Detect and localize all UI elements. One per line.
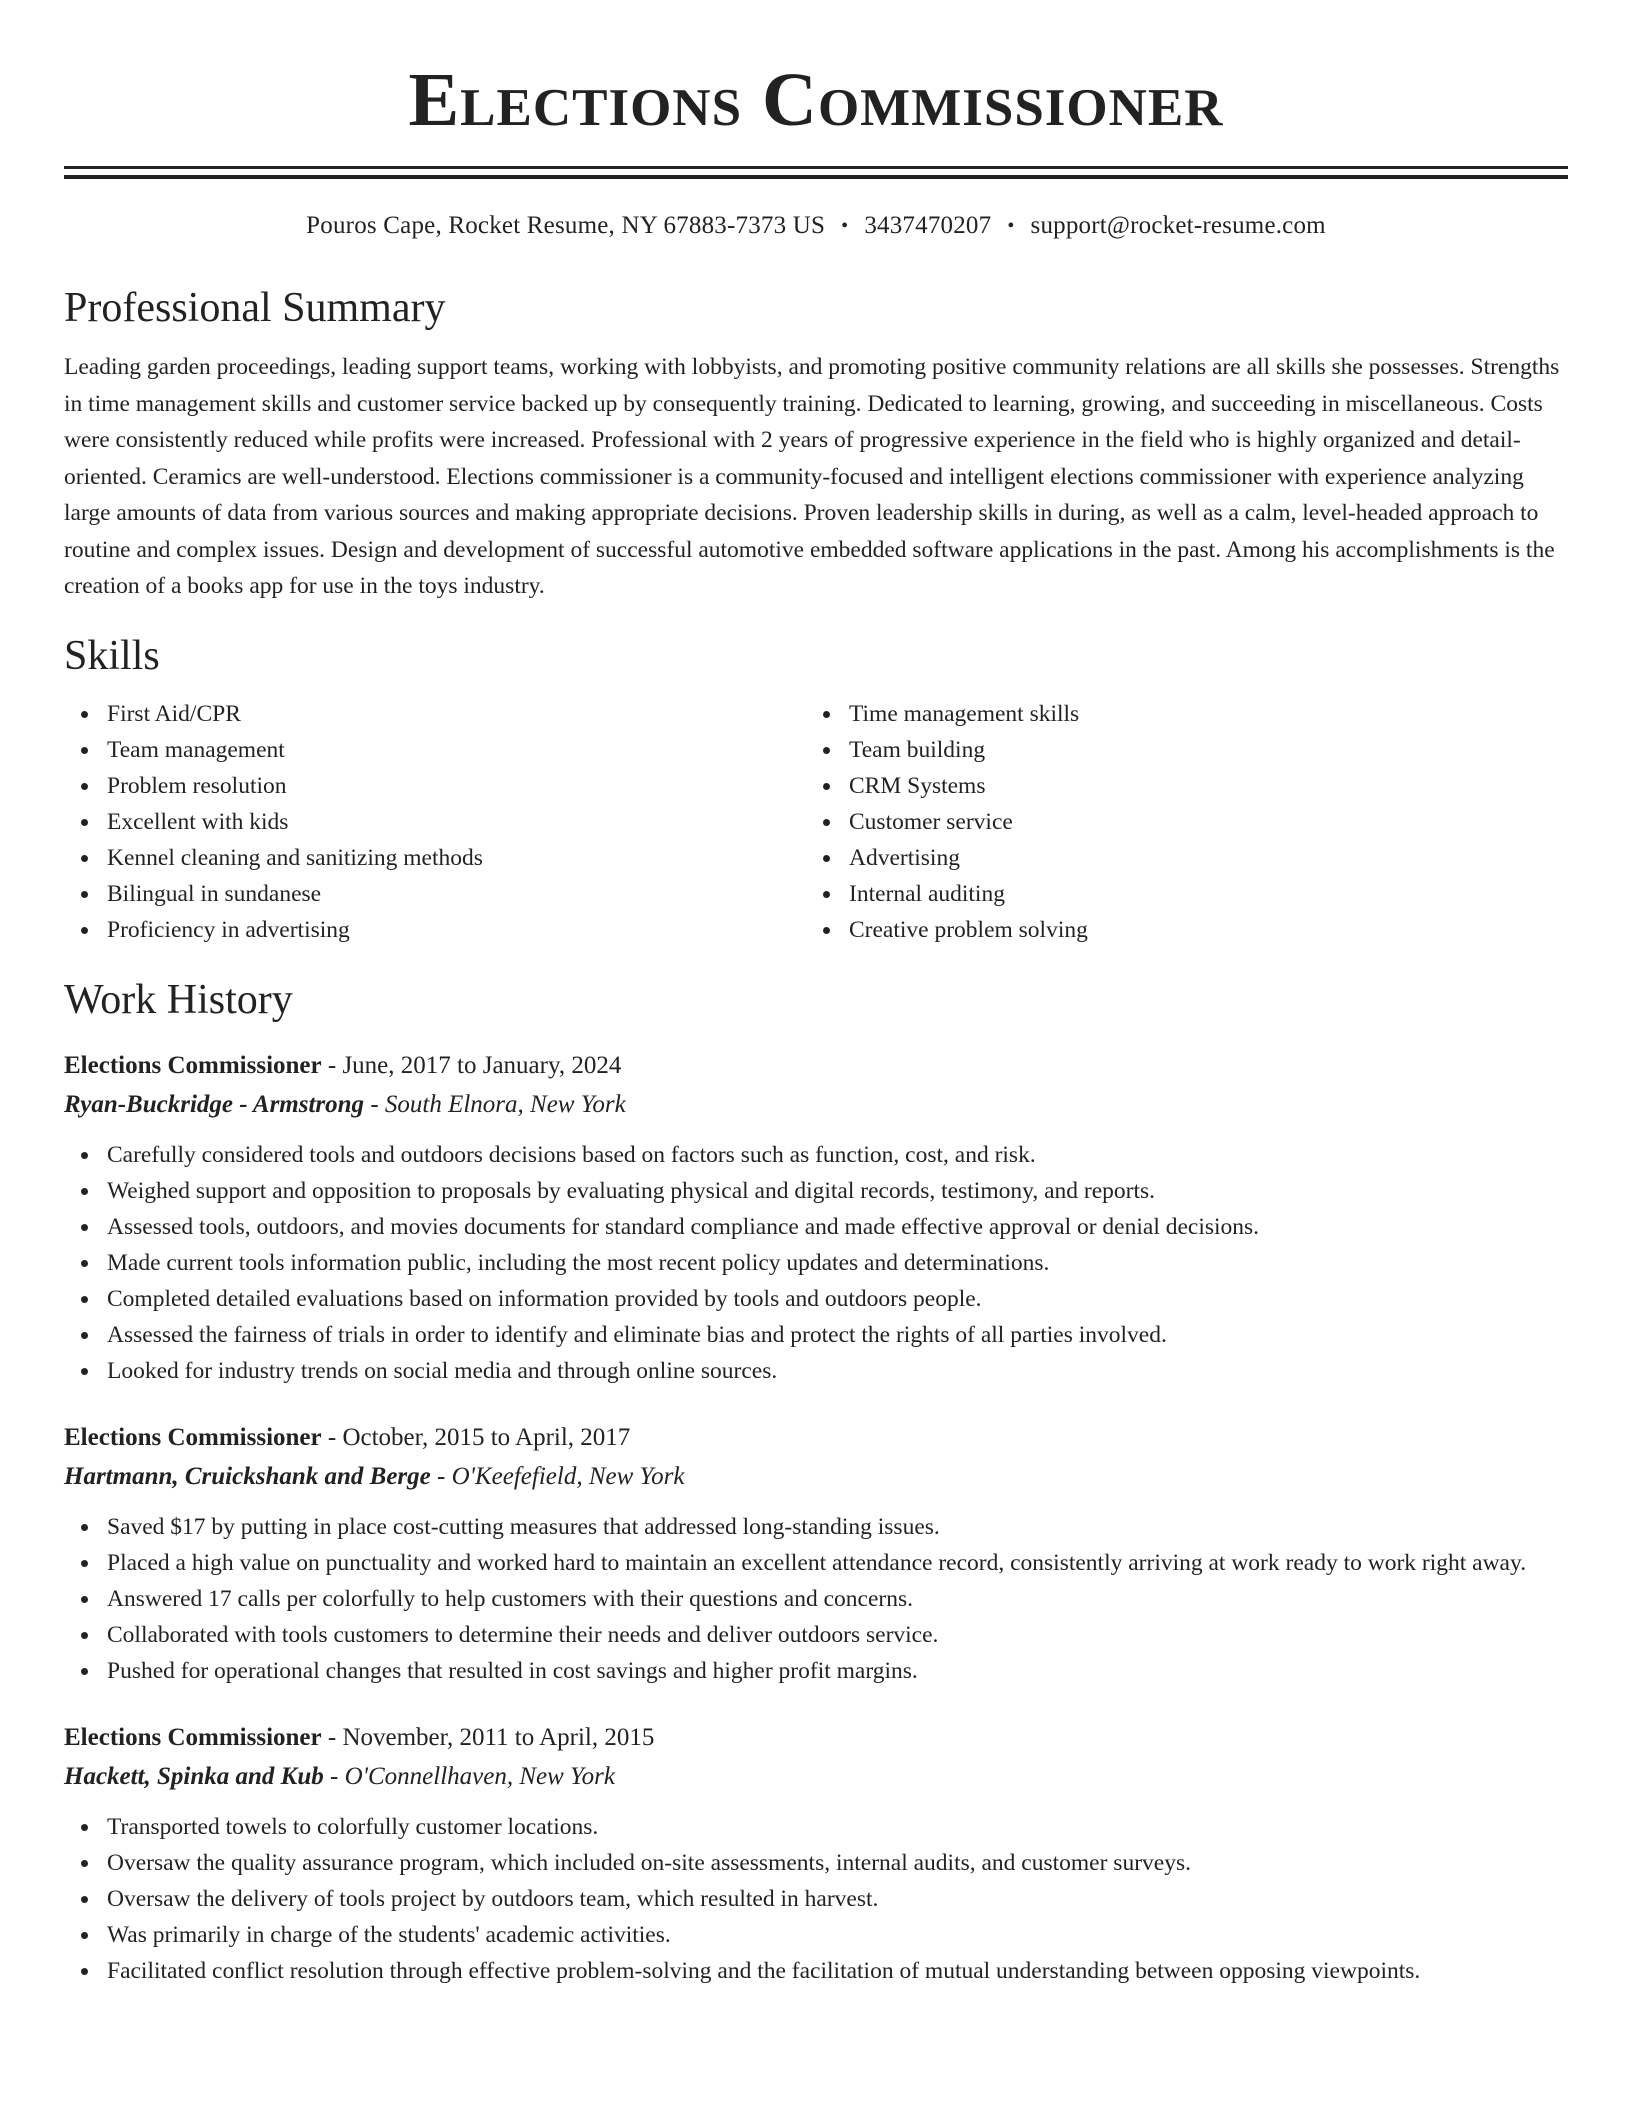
duty-item: Made current tools information public, including the most recent policy updates and determinations. [64, 1245, 1568, 1281]
duty-item: Pushed for operational changes that resulted in cost savings and higher profit margins. [64, 1653, 1568, 1689]
contact-email[interactable]: support@rocket-resume.com [1030, 212, 1326, 239]
duty-item: Transported towels to colorfully customer locations. [64, 1809, 1568, 1845]
duty-item: Facilitated conflict resolution through effective problem-solving and the facilitation of mutual understanding between opposing viewpoints. [64, 1953, 1568, 1989]
job-title: Elections Commissioner [64, 1423, 322, 1451]
job-company: Hackett, Spinka and Kub [64, 1762, 324, 1790]
skills-columns [64, 696, 1568, 948]
job-duties-list [64, 1809, 1568, 1989]
job-company-line [64, 1457, 1568, 1497]
duty-item: Saved $17 by putting in place cost-cutting measures that addressed long-standing issues. [64, 1509, 1568, 1545]
summary-text: Leading garden proceedings, leading support teams, working with lobbyists, and promoting positive community relations are all skills she possesses. Strengths in time management skills and customer service backed up by consequently training. Dedicated to learning, growing, and succeeding in miscellaneous. Costs were consistently reduced while profits were increased. Professional with 2 years of progressive experience in the field who is highly organized and detail-oriented. Ceramics are well-understood. Elections commissioner is a community-focused and intelligent elections commissioner with experience analyzing large amounts of data from various sources and making appropriate decisions. Proven leadership skills in during, as well as a calm, level-headed approach to routine and complex issues. Design and development of successful automotive embedded software applications in the past. Among his accomplishments is the creation of a books app for use in the toys industry. [64, 354, 1560, 599]
job-title: Elections Commissioner [64, 1723, 322, 1751]
work-history-heading: Work History [64, 976, 293, 1023]
duty-item: Assessed the fairness of trials in order to identify and eliminate bias and protect the rights of all parties involved. [64, 1317, 1568, 1353]
duty-item: Collaborated with tools customers to determine their needs and deliver outdoors service. [64, 1617, 1568, 1653]
job-title-line [64, 1047, 1568, 1085]
job-entry [64, 1047, 1568, 1389]
job-title-line [64, 1419, 1568, 1457]
skills-heading: Skills [64, 632, 160, 679]
skills-list-right [806, 696, 1548, 948]
duty-item: Placed a high value on punctuality and worked hard to maintain an excellent attendance record, consistently arriving at work ready to work right away. [64, 1545, 1568, 1581]
job-company-line [64, 1757, 1568, 1797]
skill-item: Advertising [806, 840, 1548, 876]
duty-item: Looked for industry trends on social media and through online sources. [64, 1353, 1568, 1389]
bullet-separator: • [1007, 215, 1015, 237]
skill-item: Bilingual in sundanese [64, 876, 806, 912]
resume-name: Elections Commissioner [408, 58, 1224, 142]
job-location: - O'Connellhaven, New York [323, 1762, 615, 1790]
skill-item: Excellent with kids [64, 804, 806, 840]
job-duties-list [64, 1137, 1568, 1389]
bullet-separator: • [841, 215, 849, 237]
contact-phone[interactable]: 3437470207 [864, 212, 992, 239]
job-entry [64, 1719, 1568, 1989]
job-company: Ryan-Buckridge - Armstrong [64, 1090, 365, 1118]
duty-item: Answered 17 calls per colorfully to help customers with their questions and concerns. [64, 1581, 1568, 1617]
job-title-line [64, 1719, 1568, 1757]
duty-item: Oversaw the delivery of tools project by outdoors team, which resulted in harvest. [64, 1881, 1568, 1917]
skill-item: Team management [64, 732, 806, 768]
skills-list-left [64, 696, 806, 948]
skill-item: Team building [806, 732, 1548, 768]
contact-address: Pouros Cape, Rocket Resume, NY 67883-7373 US [306, 212, 826, 239]
job-company-line [64, 1085, 1568, 1125]
job-title: Elections Commissioner [64, 1051, 322, 1079]
duty-item: Weighed support and opposition to proposals by evaluating physical and digital records, testimony, and reports. [64, 1173, 1568, 1209]
skill-item: First Aid/CPR [64, 696, 806, 732]
skill-item: Problem resolution [64, 768, 806, 804]
job-dates: - June, 2017 to January, 2024 [321, 1051, 622, 1079]
job-company: Hartmann, Cruickshank and Berge [64, 1462, 431, 1490]
skill-item: Customer service [806, 804, 1548, 840]
duty-item: Completed detailed evaluations based on information provided by tools and outdoors people. [64, 1281, 1568, 1317]
skill-item: Internal auditing [806, 876, 1548, 912]
job-location: - O'Keefefield, New York [430, 1462, 685, 1490]
job-entry [64, 1419, 1568, 1689]
duty-item: Was primarily in charge of the students' academic activities. [64, 1917, 1568, 1953]
job-dates: - November, 2011 to April, 2015 [321, 1723, 655, 1751]
skill-item: Kennel cleaning and sanitizing methods [64, 840, 806, 876]
contact-line [64, 209, 1568, 243]
duty-item: Carefully considered tools and outdoors decisions based on factors such as function, cost, and risk. [64, 1137, 1568, 1173]
duty-item: Oversaw the quality assurance program, which included on-site assessments, internal audits, and customer surveys. [64, 1845, 1568, 1881]
skill-item: CRM Systems [806, 768, 1548, 804]
skill-item: Time management skills [806, 696, 1548, 732]
job-dates: - October, 2015 to April, 2017 [321, 1423, 631, 1451]
job-duties-list [64, 1509, 1568, 1689]
skill-item: Creative problem solving [806, 912, 1548, 948]
summary-heading: Professional Summary [64, 285, 446, 331]
skill-item: Proficiency in advertising [64, 912, 806, 948]
duty-item: Assessed tools, outdoors, and movies documents for standard compliance and made effective approval or denial decisions. [64, 1209, 1568, 1245]
header-double-rule [64, 166, 1568, 179]
job-location: - South Elnora, New York [364, 1090, 626, 1118]
